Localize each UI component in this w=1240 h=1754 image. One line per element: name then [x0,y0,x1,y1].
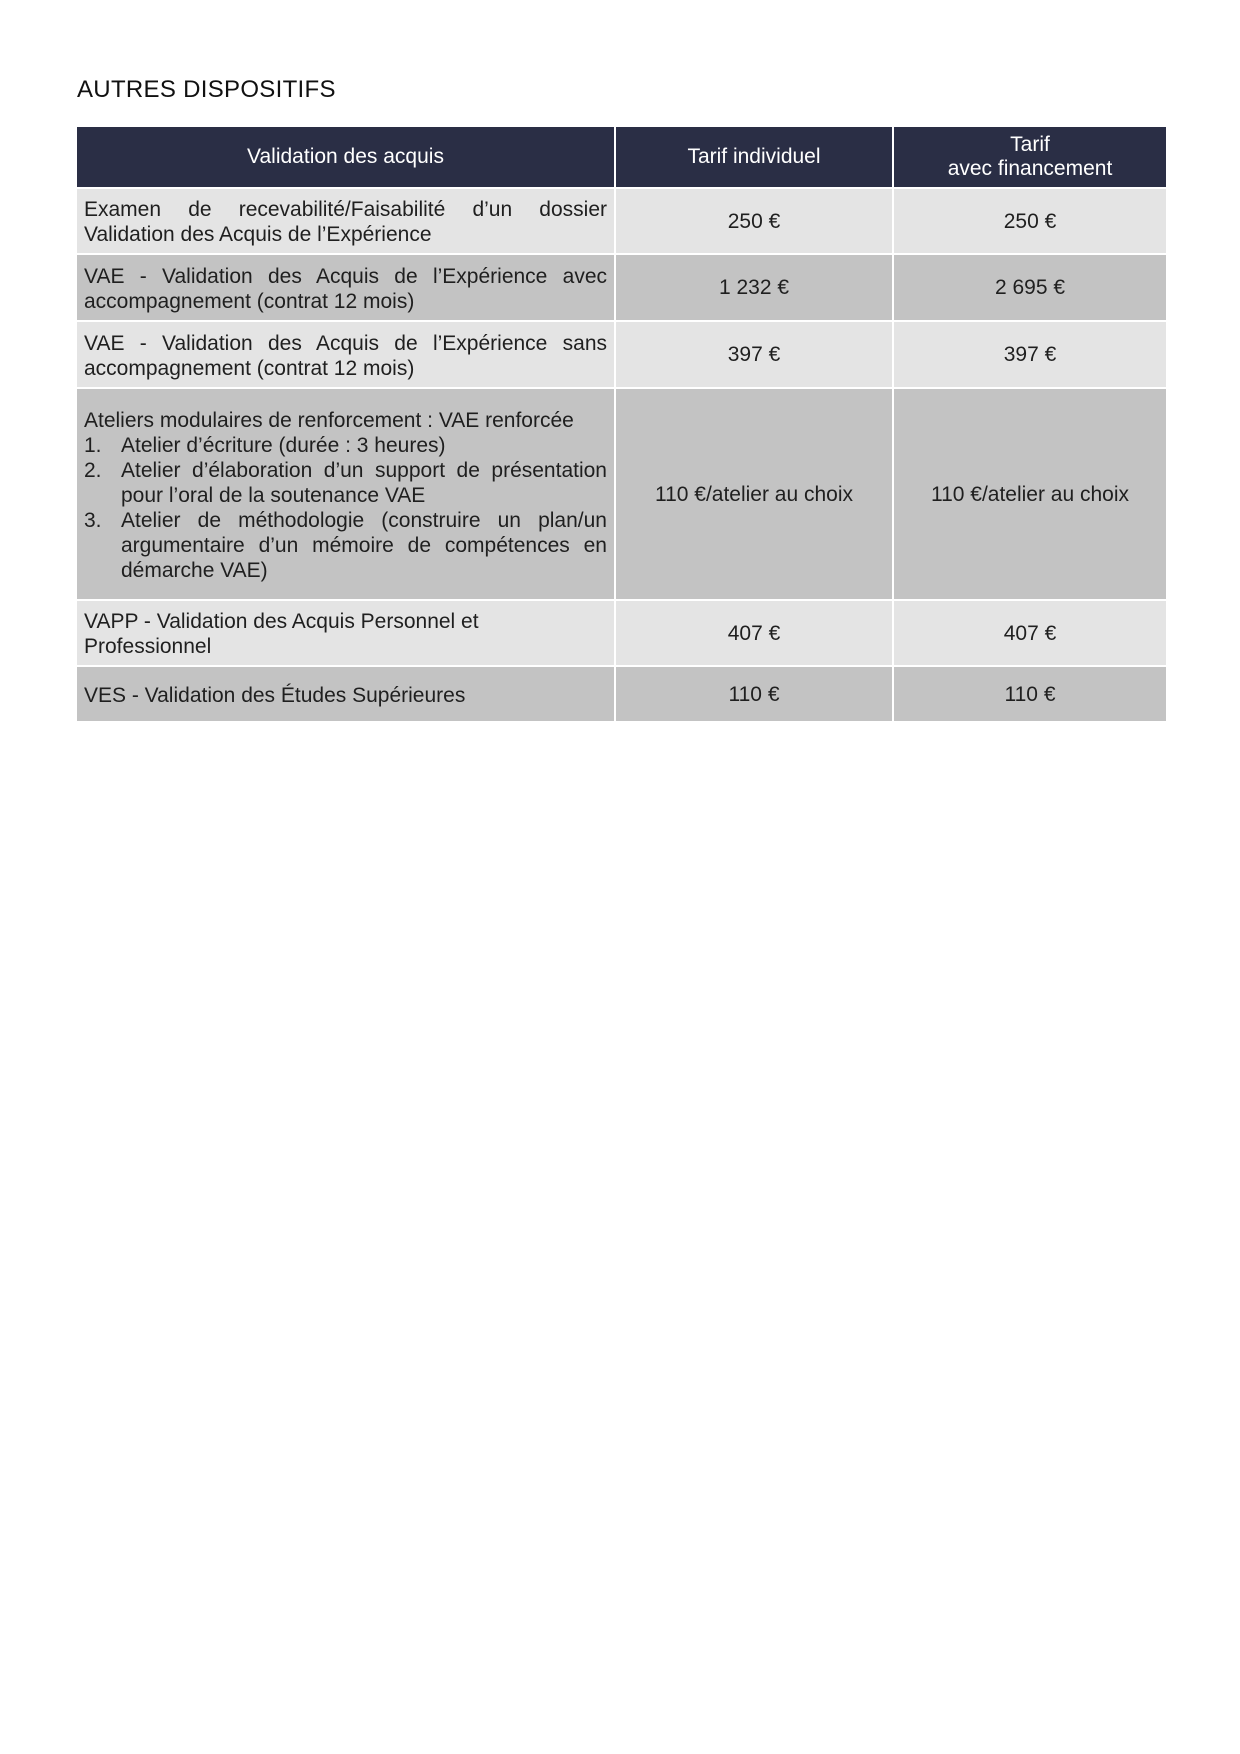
workshops-intro: Ateliers modulaires de renforcement : VAE renforcée [84,408,574,432]
row-label: VAE - Validation des Acquis de l’Expérience sans accompagnement (contrat 12 mois) [77,322,614,387]
pricing-table [75,125,1168,723]
header-tarif-financement-line1: Tarif [1010,133,1050,156]
table-header-row [77,127,1166,187]
tarif-financement-cell: 110 € [894,667,1166,721]
list-item [84,458,607,508]
tarif-individuel-cell: 397 € [616,322,892,387]
table-row [77,389,1166,599]
table-row [77,601,1166,665]
tarif-individuel-cell: 1 232 € [616,255,892,320]
header-tarif-individuel: Tarif individuel [616,127,892,187]
row-label: VAE - Validation des Acquis de l’Expérience avec accompagnement (contrat 12 mois) [77,255,614,320]
tarif-individuel-cell: 407 € [616,601,892,665]
table-row [77,322,1166,387]
list-item [84,433,607,458]
header-validation-des-acquis: Validation des acquis [77,127,614,187]
list-item-text: Atelier d’élaboration d’un support de présentation pour l’oral de la soutenance VAE [121,458,607,507]
tarif-financement-cell: 110 €/atelier au choix [894,389,1166,599]
tarif-individuel-cell: 110 €/atelier au choix [616,389,892,599]
row-label-workshops [77,389,614,599]
list-item [84,508,607,583]
header-tarif-financement [894,127,1166,187]
section-title: AUTRES DISPOSITIFS [77,76,336,103]
table-row [77,255,1166,320]
row-label: VES - Validation des Études Supérieures [77,667,614,721]
list-item-text: Atelier de méthodologie (construire un plan/un argumentaire d’un mémoire de compétences en démarche VAE) [121,508,607,582]
tarif-individuel-cell: 110 € [616,667,892,721]
list-item-number: 1. [84,433,102,457]
row-label: Examen de recevabilité/Faisabilité d’un dossier Validation des Acquis de l’Expérience [77,189,614,253]
tarif-individuel-cell: 250 € [616,189,892,253]
tarif-financement-cell: 2 695 € [894,255,1166,320]
row-label: VAPP - Validation des Acquis Personnel et Professionnel [77,601,614,665]
tarif-financement-cell: 250 € [894,189,1166,253]
list-item-number: 3. [84,508,102,532]
table-row [77,667,1166,721]
header-tarif-financement-line2: avec financement [947,157,1113,180]
tarif-financement-cell: 397 € [894,322,1166,387]
list-item-text: Atelier d’écriture (durée : 3 heures) [121,433,446,457]
table-row [77,189,1166,253]
tarif-financement-cell: 407 € [894,601,1166,665]
workshops-list [84,433,607,583]
list-item-number: 2. [84,458,102,482]
